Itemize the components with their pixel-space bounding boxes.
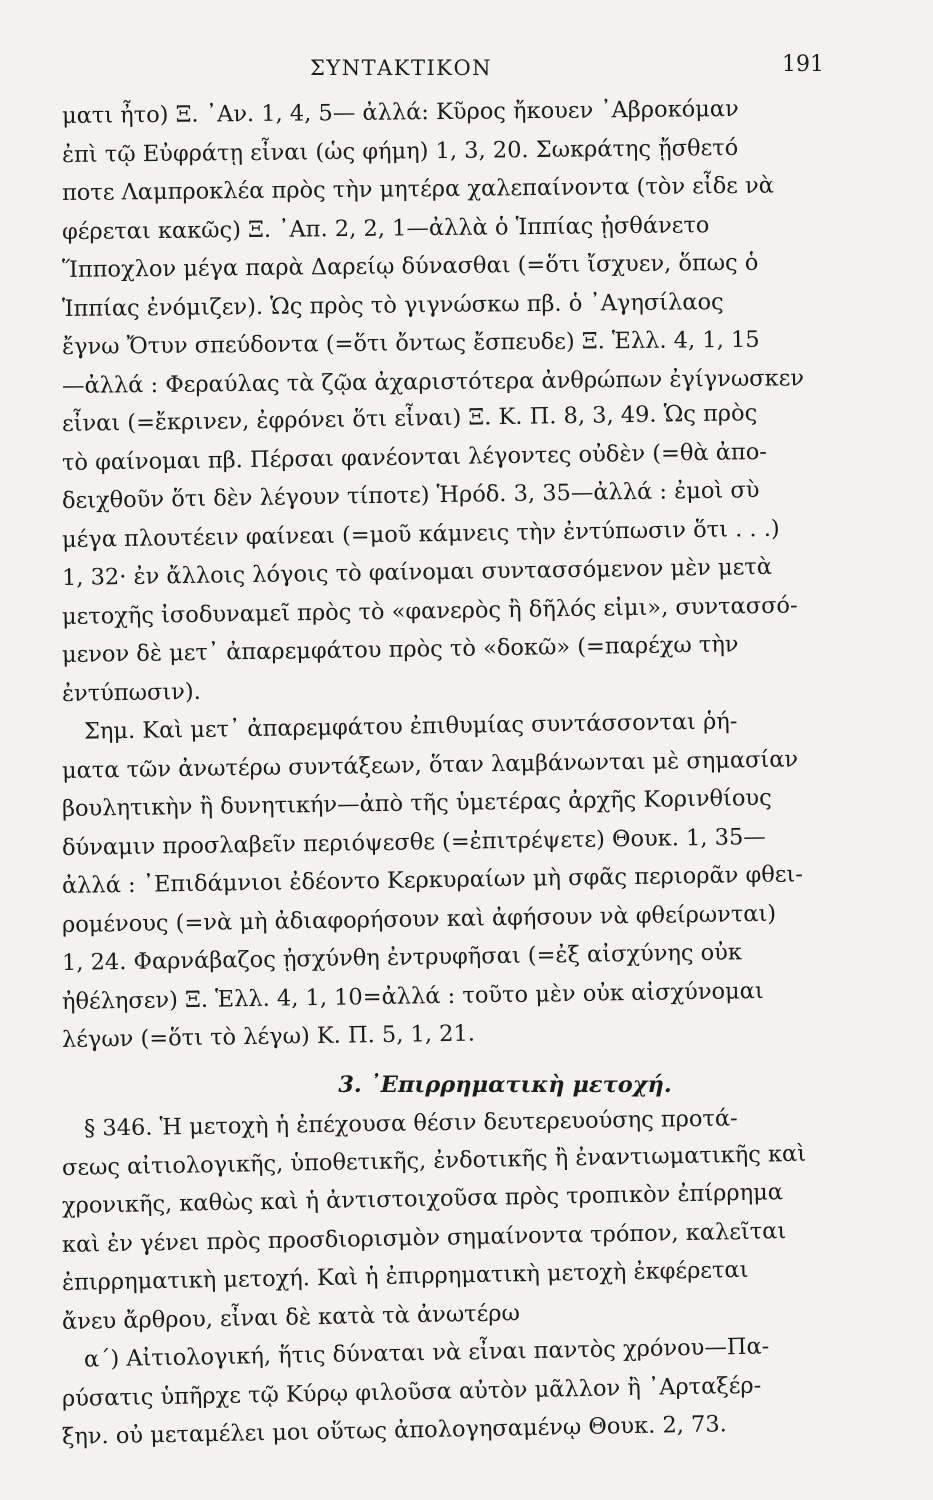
- text-line: ἐντύπωσιν).: [61, 678, 201, 707]
- text-line: ἀλλά : ᾿Επιδάμνιοι ἐδέοντο Κερκυραίων μὴ σφᾶς περιορᾶν φθει-: [61, 861, 804, 899]
- text-line: ἐπιρρηματικὴ μετοχή. Καὶ ἡ ἐπιρρηματικὴ μετοχὴ ἐκφέρεται: [61, 1256, 749, 1296]
- text-line: ἔγνω Ὄτυν σπεύδοντα (=ὅτι ὄντως ἔσπευδε) Ξ. Ἑλλ. 4, 1, 15: [61, 326, 760, 360]
- text-line: ματι ἦτο) Ξ. ᾿Αν. 1, 4, 5— ἀλλά: Κῦρος ἤκουεν ᾿Αβροκόμαν: [61, 95, 739, 129]
- text-line: —ἀλλά : Φεραύλας τὰ ζῷα ἀχαριστότερα ἀνθρώπων ἐγίγνωσκεν: [61, 364, 805, 399]
- text-line: 1, 32· ἐν ἄλλοις λόγοις τὸ φαίνομαι συντασσόμενον μὲν μετὰ: [61, 553, 773, 591]
- paragraph-line: § 346. Ἡ μετοχὴ ἡ ἐπέχουσα θέσιν δευτερευούσης προτά-: [83, 1105, 738, 1142]
- running-title: ΣΥΝΤΑΚΤΙΚΟΝ: [310, 56, 493, 80]
- text-line: βουλητικὴν ἢ δυνητικήν—ἀπὸ τῆς ὑμετέρας ἀρχῆς Κορινθίους: [61, 784, 772, 822]
- text-line: ρύσατις ὑπῆρχε τῷ Κύρῳ φιλοῦσα αὐτὸν μᾶλλον ἢ ᾿Αρταξέρ-: [61, 1372, 762, 1412]
- text-line: ποτε Λαμπροκλέα πρὸς τὴν μητέρα χαλεπαίνοντα (τὸν εἶδε νὰ: [61, 172, 775, 206]
- text-line: μέγα πλουτέειν φαίνεαι (=μοῦ κάμνεις τὴν ἐντύπωσιν ὅτι . . .): [61, 515, 780, 553]
- text-body: [62, 97, 828, 1457]
- text-line: ἐπὶ τῷ Εὐφράτῃ εἶναι (ὡς φήμη) 1, 3, 20. Σωκράτης ᾔσθετό: [61, 134, 739, 168]
- text-line: ἄνευ ἄρθρου, εἶναι δὲ κατὰ τὰ ἀνωτέρω: [61, 1299, 521, 1335]
- text-line: καὶ ἐν γένει πρὸς προσδιορισμὸν σημαίνοντα τρόπον, καλεῖται: [61, 1217, 787, 1258]
- text-line: λέγων (=ὅτι τὸ λέγω) Κ. Π. 5, 1, 21.: [61, 1020, 476, 1053]
- section-heading: 3. ᾿Επιρρηματικὴ μετοχή.: [338, 1071, 672, 1098]
- text-line: δειχθοῦν ὅτι δὲν λέγουν τίποτε) Ἡρόδ. 3, 35—ἀλλά : ἐμοὶ σὺ: [61, 477, 760, 514]
- text-line: ματα τῶν ἀνωτέρω συντάξεων, ὅταν λαμβάνωνται μὲ σημασίαν: [61, 745, 799, 784]
- text-line: ξην. οὐ μεταμέλει μοι οὕτως ἀπολογησαμένῳ Θουκ. 2, 73.: [61, 1411, 728, 1450]
- subsection-line: α΄) Αἰτιολογική, ἥτις δύναται νὰ εἶναι παντὸς χρόνου—Πα-: [83, 1333, 770, 1373]
- text-line: τὸ φαίνομαι πβ. Πέρσαι φανέονται λέγοντες οὐδὲν (=θὰ ἀπο-: [61, 438, 768, 476]
- running-head: [64, 52, 824, 88]
- text-line: ἠθέλησεν) Ξ. Ἑλλ. 4, 1, 10=ἀλλά : τοῦτο μὲν οὐκ αἰσχύνομαι: [61, 977, 764, 1015]
- text-line: μενον δὲ μετ᾿ ἀπαρεμφάτου πρὸς τὸ «δοκῶ» (=παρέχω τὴν: [61, 631, 739, 668]
- text-line: εἶναι (=ἔκρινεν, ἐφρόνει ὅτι εἶναι) Ξ. Κ. Π. 8, 3, 49. Ὡς πρὸς: [61, 400, 758, 437]
- text-line: 1, 24. Φαρνάβαζος ᾐσχύνθη ἐντρυφῆσαι (=ἐξ αἰσχύνης οὐκ: [61, 939, 743, 976]
- page-number: 191: [782, 52, 824, 77]
- text-line: δύναμιν προσλαβεῖν περιόψεσθε (=ἐπιτρέψετε) Θουκ. 1, 35—: [61, 823, 767, 861]
- note-line: Σημ. Καὶ μετ᾿ ἀπαρεμφάτου ἐπιθυμίας συντάσσονται ῥή-: [83, 708, 738, 745]
- text-line: Ἱππίας ἐνόμιζεν). Ὡς πρὸς τὸ γιγνώσκω πβ. ὁ ᾿Αγησίλαος: [61, 288, 724, 322]
- text-line: μετοχῆς ἰσοδυναμεῖ πρὸς τὸ «φανερὸς ἢ δῆλός εἰμι», συντασσό-: [61, 591, 798, 630]
- text-line: Ἵπποχλον μέγα παρὰ Δαρείῳ δύνασθαι (=ὅτι ἴσχυεν, ὅπως ὁ: [61, 249, 759, 283]
- text-line: ρομένους (=νὰ μὴ ἀδιαφορήσουν καὶ ἀφήσουν νὰ φθείρωνται): [61, 900, 777, 938]
- text-line: φέρεται κακῶς) Ξ. ᾿Απ. 2, 2, 1—ἀλλὰ ὁ Ἱππίας ᾐσθάνετο: [61, 211, 710, 245]
- text-line: χρονικῆς, καθὼς καὶ ἡ ἀντιστοιχοῦσα πρὸς τροπικὸν ἐπίρρημα: [61, 1179, 784, 1219]
- text-line: σεως αἰτιολογικῆς, ὑποθετικῆς, ἐνδοτικῆς ἢ ἐναντιωματικῆς καὶ: [61, 1140, 807, 1181]
